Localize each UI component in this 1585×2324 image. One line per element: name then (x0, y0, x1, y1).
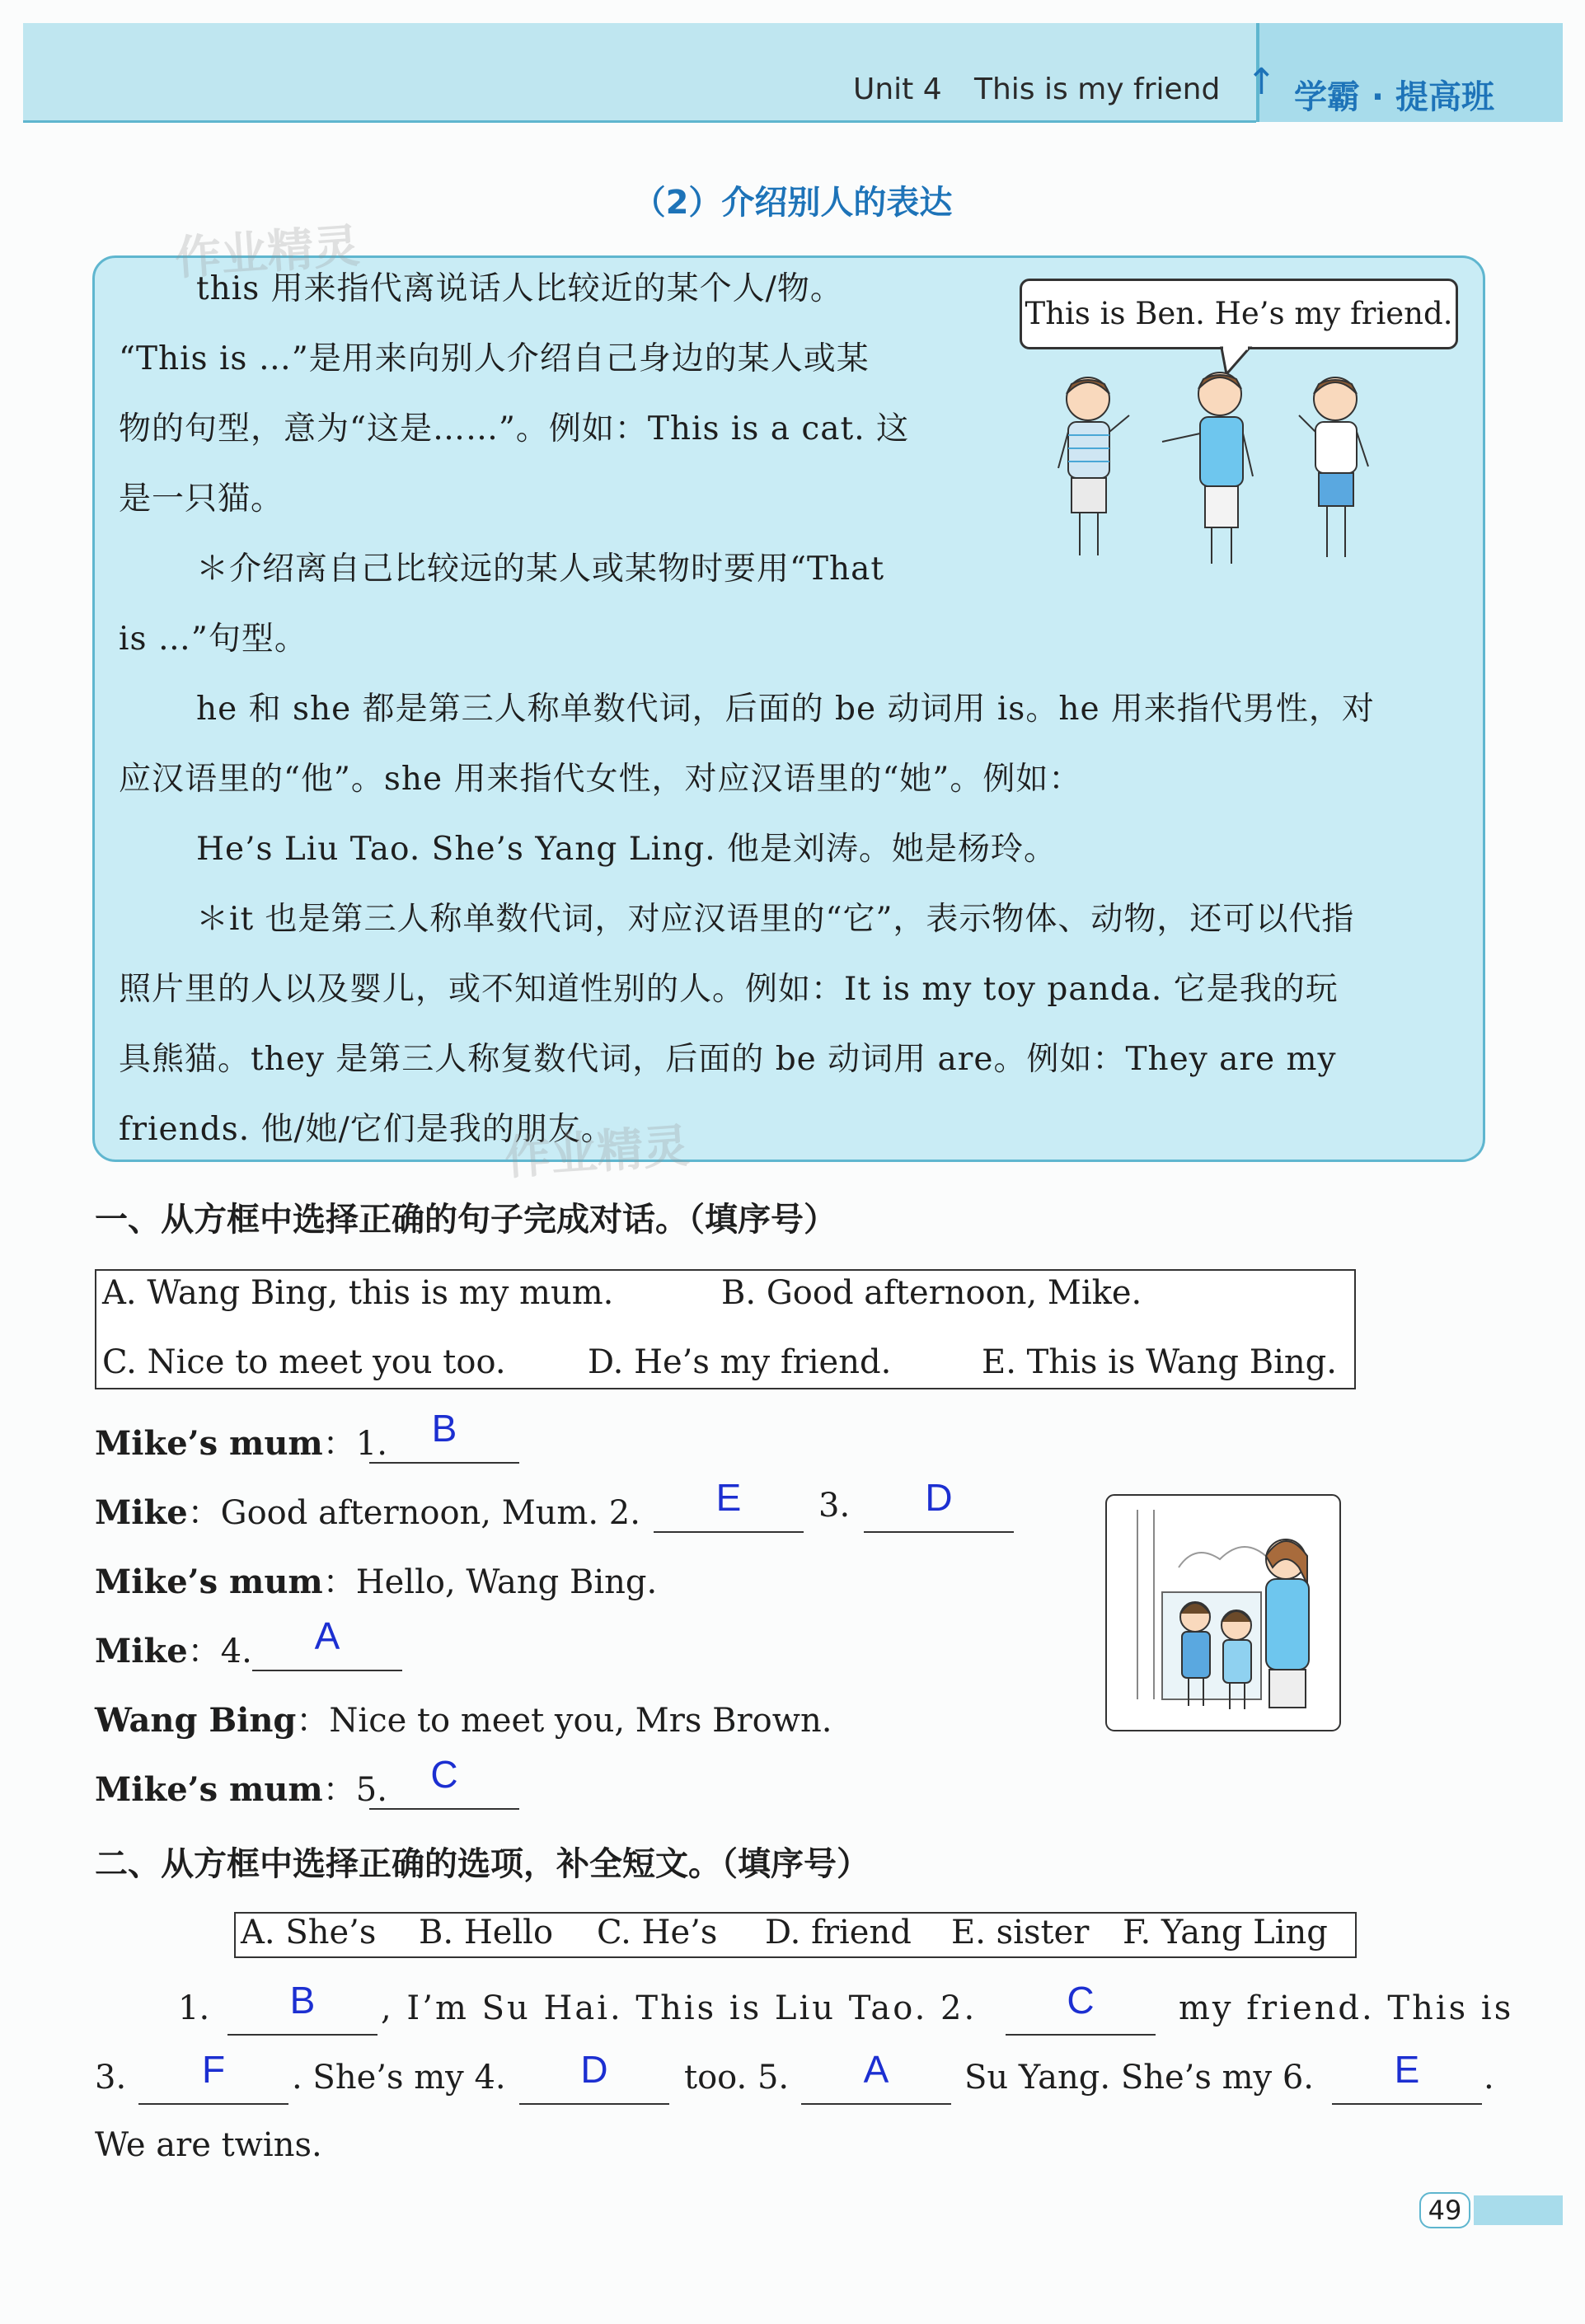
passage-line-2-b: too. 5. (684, 2059, 790, 2097)
speaker: Mike’s mum (95, 1770, 323, 1809)
family-illustration (1104, 1493, 1342, 1732)
speaker: Mike (95, 1493, 188, 1532)
dialogue-line-4 (95, 1625, 252, 1672)
part2-option-c: C. He’s (597, 1914, 718, 1952)
passage-line-1-end: my friend. This is (1179, 1989, 1514, 2027)
dialogue-line-5 (95, 1694, 832, 1741)
part2-heading: 二、从方框中选择正确的选项，补全短文。（填序号） (95, 1845, 870, 1883)
unit-title: This is my friend (974, 73, 1221, 106)
info-line-5: ＊介绍离自己比较远的某人或某物时要用“That (196, 551, 884, 588)
dialogue-line-3 (95, 1556, 657, 1603)
info-line-7: he 和 she 都是第三人称单数代词，后面的 be 动词用 is。he 用来指代男性，对 (196, 691, 1375, 728)
info-line-4: 是一只猫。 (119, 480, 284, 518)
passage-line-2-a: . She’s my 4. (292, 2059, 506, 2097)
brand-name: 学霸 · 提高班 (1294, 78, 1495, 116)
part2-option-b: B. Hello (419, 1914, 554, 1952)
answer-3: D (925, 1476, 953, 1519)
option-c: C. Nice to meet you too. (102, 1343, 506, 1381)
speaker: Mike’s mum (95, 1563, 323, 1601)
option-a: A. Wang Bing, this is my mum. (102, 1274, 614, 1312)
passage-answer-6: E (1394, 2048, 1420, 2091)
info-line-3: 物的句型，意为“这是……”。例如：This is a cat. 这 (119, 410, 909, 447)
info-line-10: ＊it 也是第三人称单数代词，对应汉语里的“它”，表示物体、动物，还可以代指 (196, 901, 1355, 938)
three-boys-illustration (1047, 369, 1393, 572)
dialogue-text: ：4. (187, 1633, 252, 1670)
page-number: 49 (1419, 2192, 1470, 2228)
info-line-13: friends. 他/她/它们是我的朋友。 (119, 1111, 614, 1148)
passage-line-1-mid: , I’m Su Hai. This is Liu Tao. 2. (381, 1989, 978, 2027)
passage-number-3: 3. (95, 2059, 127, 2097)
dialogue-text: ：Nice to meet you, Mrs Brown. (296, 1702, 832, 1740)
info-line-9: He’s Liu Tao. She’s Yang Ling. 他是刘涛。她是杨玲。 (196, 831, 1057, 868)
speech-bubble: This is Ben. He’s my friend. (1020, 279, 1458, 349)
dialogue-text: ：Hello, Wang Bing. (322, 1563, 658, 1601)
page-number-band (1474, 2195, 1563, 2225)
passage-answer-3: F (201, 2048, 226, 2091)
passage-answer-1: B (289, 1979, 316, 2022)
passage-line-2-d: . (1484, 2059, 1494, 2097)
info-line-1: this 用来指代离说话人比较近的某个人/物。 (196, 270, 843, 307)
arrow-up-icon: ↑ (1246, 61, 1277, 103)
passage-answer-2: C (1067, 1979, 1095, 2022)
passage-number-1: 1. (178, 1989, 210, 2027)
info-line-2: “This is …”是用来向别人介绍自己身边的某人或某 (119, 340, 870, 377)
dialogue-text: ：1. (322, 1425, 387, 1463)
speaker: Mike’s mum (95, 1424, 323, 1463)
section-title: （2）介绍别人的表达 (632, 184, 953, 222)
dialogue-text: ：Good afternoon, Mum. 2. (187, 1494, 640, 1532)
watermark-top: 作业精灵 (173, 219, 362, 286)
answer-5: C (430, 1753, 458, 1796)
passage-answer-4: D (580, 2048, 608, 2091)
dialogue-line-2 (95, 1487, 640, 1534)
dialogue-line-6 (95, 1764, 387, 1811)
dialogue-number-3: 3. (818, 1487, 851, 1525)
info-line-6: is …”句型。 (119, 621, 307, 658)
part2-option-d: D. friend (765, 1914, 912, 1952)
option-b: B. Good afternoon, Mike. (721, 1274, 1142, 1312)
speaker: Wang Bing (95, 1701, 297, 1740)
answer-1: B (431, 1407, 457, 1450)
option-e: E. This is Wang Bing. (982, 1343, 1337, 1381)
watermark-bottom: 作业精灵 (503, 1119, 692, 1186)
answer-2: E (715, 1476, 742, 1519)
dialogue-text: ：5. (322, 1771, 387, 1809)
info-line-12: 具熊猫。they 是第三人称复数代词，后面的 be 动词用 are。例如：They are my (119, 1041, 1337, 1078)
passage-answer-5: A (863, 2048, 889, 2091)
unit-label: Unit 4 (853, 73, 942, 106)
option-d: D. He’s my friend. (588, 1343, 892, 1381)
dialogue-line-1 (95, 1417, 387, 1464)
part2-option-e: E. sister (951, 1914, 1090, 1952)
speaker: Mike (95, 1632, 188, 1670)
part2-option-a: A. She’s (241, 1914, 377, 1952)
passage-line-3: We are twins. (95, 2126, 322, 2164)
part1-heading: 一、从方框中选择正确的句子完成对话。（填序号） (95, 1201, 837, 1239)
info-line-11: 照片里的人以及婴儿，或不知道性别的人。例如：It is my toy panda. 它是我的玩 (119, 971, 1339, 1008)
header-underline (23, 120, 1256, 123)
passage-line-2-c: Su Yang. She’s my 6. (964, 2059, 1315, 2097)
part2-option-f: F. Yang Ling (1123, 1914, 1328, 1952)
info-line-8: 应汉语里的“他”。she 用来指代女性，对应汉语里的“她”。例如： (119, 761, 1082, 798)
answer-4: A (314, 1614, 340, 1657)
